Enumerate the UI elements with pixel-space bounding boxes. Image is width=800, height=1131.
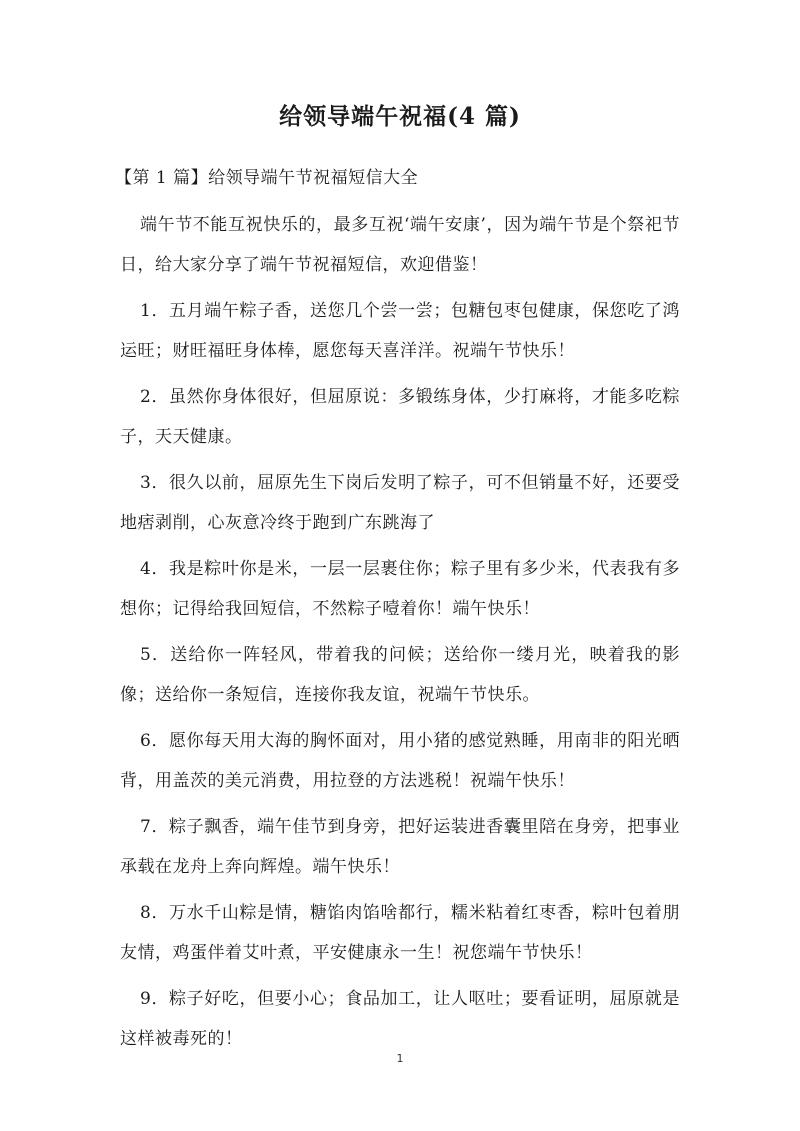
message-paragraph: 3．很久以前，屈原先生下岗后发明了粽子，可不但销量不好，还要受地痞剥削，心灰意冷终于跑到广东跳海了 [120,473,680,533]
message-paragraph: 9．粽子好吃，但要小心；食品加工，让人呕吐；要看证明，屈原就是这样被毒死的！ [120,989,680,1049]
message-paragraph: 7．粽子飘香，端午佳节到身旁，把好运装进香囊里陪在身旁，把事业承载在龙舟上奔向辉煌。端午快乐！ [120,817,680,877]
intro-paragraph: 端午节不能互祝快乐的，最多互祝‘端午安康’，因为端午节是个祭祀节日，给大家分享了端午节祝福短信，欢迎借鉴！ [120,215,680,275]
message-paragraph: 5．送给你一阵轻风，带着我的问候；送给你一缕月光，映着我的影像；送给你一条短信，连接你我友谊，祝端午节快乐。 [120,645,680,705]
body-text [120,205,680,1059]
section-heading: 【第 1 篇】给领导端午节祝福短信大全 [115,168,419,188]
message-paragraph: 8．万水千山粽是情，糖馅肉馅啥都行，糯米粘着红枣香，粽叶包着朋友情，鸡蛋伴着艾叶煮，平安健康永一生！祝您端午节快乐！ [120,903,680,963]
message-paragraph: 2．虽然你身体很好，但屈原说：多锻练身体，少打麻将，才能多吃粽子，天天健康。 [120,387,680,447]
message-paragraph: 6．愿你每天用大海的胸怀面对，用小猪的感觉熟睡，用南非的阳光晒背，用盖茨的美元消费，用拉登的方法逃税！祝端午快乐！ [120,731,680,791]
page-number: 1 [396,1052,404,1065]
message-paragraph: 4．我是粽叶你是米，一层一层裹住你；粽子里有多少米，代表我有多想你；记得给我回短信，不然粽子噎着你！端午快乐！ [120,559,680,619]
message-paragraph: 1．五月端午粽子香，送您几个尝一尝；包糖包枣包健康，保您吃了鸿运旺；财旺福旺身体棒，愿您每天喜洋洋。祝端午节快乐！ [120,301,680,361]
page-title: 给领导端午祝福(4 篇) [279,103,521,130]
